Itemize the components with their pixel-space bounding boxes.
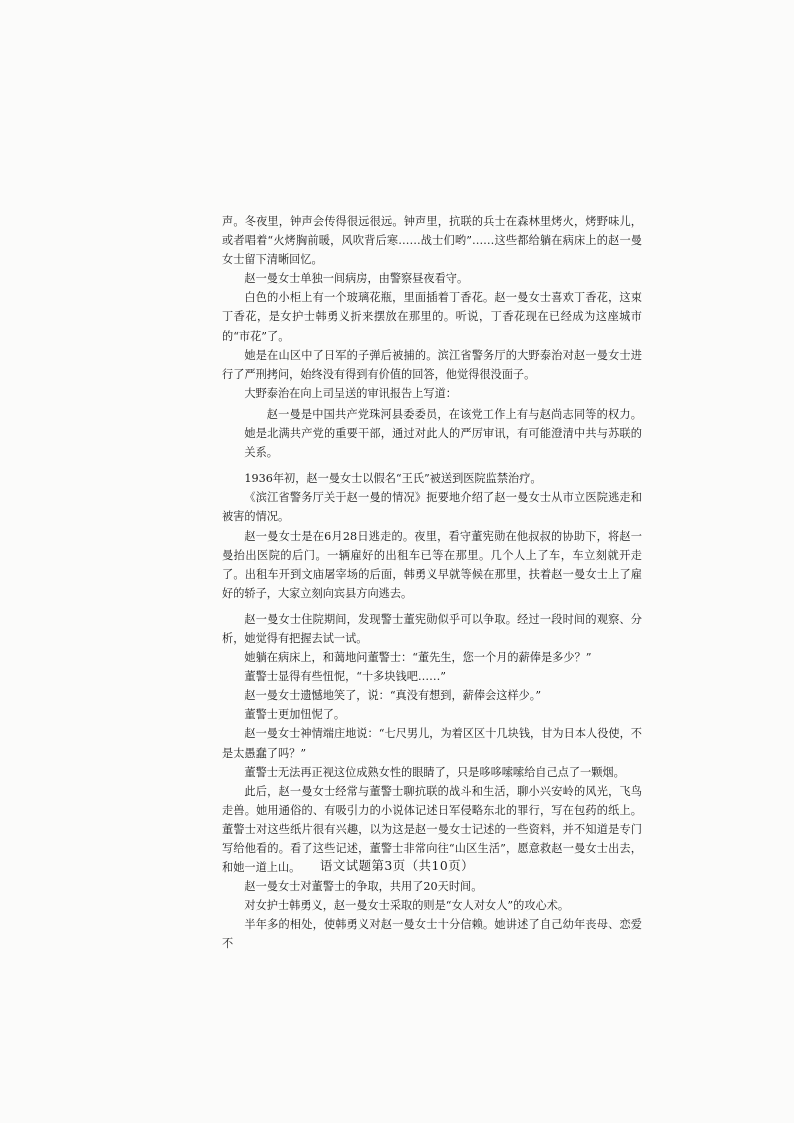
paragraph: 董警士显得有些忸怩，“十多块钱吧……” [244, 670, 447, 684]
paragraph: 赵一曼女士遗憾地笑了，说：“真没有想到，薪俸会这样少。” [244, 689, 542, 703]
paragraph: 赵一曼女士神情端庄地说：“七尺男儿，为着区区十几块钱，甘为日本人役使，不是太愚蠢了吗？” [222, 727, 642, 760]
paragraph: 赵一曼女士住院期间，发现警士董宪勋似乎可以争取。经过一段时间的观察、分析，她觉得有把握去试一试。 [222, 612, 642, 645]
paragraph: 对女护士韩勇义，赵一曼女士采取的则是“女人对女人”的攻心术。 [244, 899, 570, 913]
paragraph: 赵一曼女士单独一间病房，由警察昼夜看守。 [244, 272, 469, 286]
paragraph: 白色的小柜上有一个玻璃花瓶，里面插着丁香花。赵一曼女士喜欢丁香花，这束丁香花，是女护士韩勇义折来摆放在那里的。听说，丁香花现在已经成为这座城市的“市花”了。 [222, 291, 642, 343]
paragraph: 她是在山区中了日军的子弹后被捕的。滨江省警务厅的大野泰治对赵一曼女士进行了严刑拷问，始终没有得到有价值的回答，他觉得很没面子。 [222, 348, 642, 381]
paragraph: 赵一曼女士对董警士的争取，共用了20天时间。 [244, 880, 483, 894]
paragraph: 1936年初，赵一曼女士以假名“王氏”被送到医院监禁治疗。 [244, 472, 542, 486]
passage-text [222, 212, 642, 954]
paragraph: 赵一曼女士是在6月28日逃走的。夜里，看守董宪勋在他叔叔的协助下，将赵一曼抬出医院的后门。一辆雇好的出租车已等在那里。几个人上了车，车立刻就开走了。出租车开到文庙屠宰场的后面，韩勇义早就等候在那里，扶着赵一曼女士上了雇好的轿子，大家立刻向宾县方向逃去。 [222, 529, 642, 600]
paragraph: 她躺在病床上，和蔼地问董警士：“董先生，您一个月的薪俸是多少？” [244, 651, 592, 665]
paragraph: 声。冬夜里，钟声会传得很远很远。钟声里，抗联的兵士在森林里烤火，烤野味儿，或者唱着“火烤胸前暖，风吹背后寒……战士们哟”……这些都给躺在病床上的赵一曼女士留下清晰回忆。 [222, 215, 642, 267]
paragraph: 董警士无法再正视这位成熟女性的眼睛了，只是哆哆嗦嗦给自己点了一颗烟。 [244, 765, 625, 779]
paragraph: 《滨江省警务厅关于赵一曼的情况》扼要地介绍了赵一曼女士从市立医院逃走和被害的情况。 [222, 491, 642, 524]
paragraph: 此后，赵一曼女士经常与董警士聊抗联的战斗和生活，聊小兴安岭的风光，飞鸟走兽。她用通俗的、有吸引力的小说体记述日军侵略东北的罪行，写在包药的纸上。董警士对这些纸片很有兴趣，以为这是赵一曼女士记述的一些资料，并不知道是专门写给他看的。看了这些记述，董警士非常向往“山区生活”，愿意救赵一曼女士出去，和她一道上山。 [222, 784, 642, 875]
paragraph: 大野泰治在向上司呈送的审讯报告上写道： [244, 386, 457, 400]
report-quote: 赵一曼是中国共产党珠河县委委员，在该党工作上有与赵尚志同等的权力。她是北满共产党的重要干部，通过对此人的严厉审讯，有可能澄清中共与苏联的关系。 [244, 407, 642, 460]
page-footer: 语文试题第3页（共10页） [319, 858, 475, 873]
paragraph: 董警士更加忸怩了。 [244, 708, 346, 722]
paragraph: 半年多的相处，使韩勇义对赵一曼女士十分信赖。她讲述了自己幼年丧母、恋爱不 [222, 918, 642, 951]
